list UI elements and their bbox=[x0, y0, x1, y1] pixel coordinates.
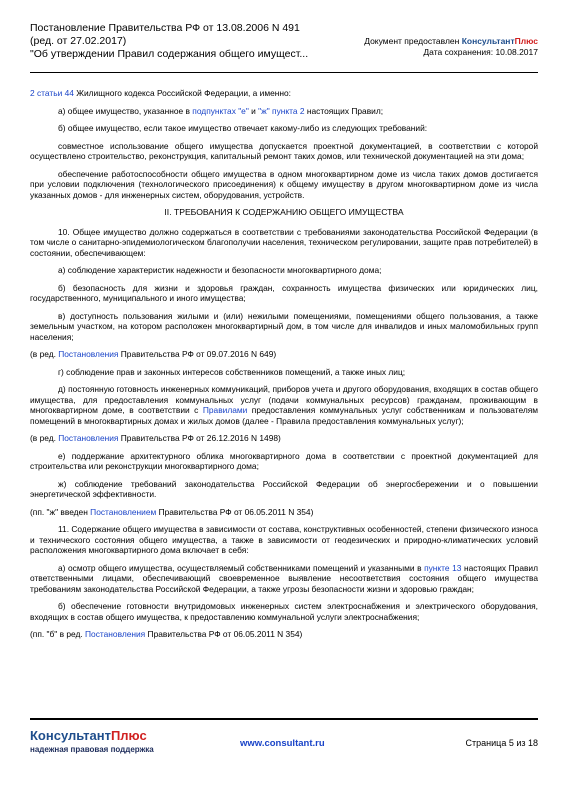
paragraph: е) поддержание архитектурного облика многоквартирного дома в соответствии с проектной документацией для строительства или реконструкции многоквартирного дома; bbox=[30, 450, 538, 471]
site-link[interactable]: www.consultant.ru bbox=[240, 738, 325, 749]
note-text: (пп. "б" в ред. bbox=[30, 629, 86, 639]
page-header bbox=[30, 22, 538, 66]
paragraph-text: настоящих Правил ответственными лицами, обеспечивающий своевременное выявление несоответствия состояния общего имущества требованиям законодательства Российской Федерации, а также угрозы безопасности жизни и здоровью граждан; bbox=[30, 562, 538, 594]
paragraph bbox=[30, 563, 538, 595]
paragraph-text: а) общее имущество, указанное в bbox=[58, 105, 193, 116]
title-line-1: Постановление Правительства РФ от 13.08.2006 N 491 bbox=[30, 22, 300, 34]
article-link[interactable]: 2 статьи 44 bbox=[30, 88, 74, 98]
page-counter: Страница 5 из 18 bbox=[465, 738, 538, 748]
paragraph-text: д) постоянную готовность инженерных коммуникаций, приборов учета и другого оборудования, входящих в состав общего имущества, для предоставления коммунальных услуг (подачи коммунальных ресурсов) гражданам, проживающим в многоквартирном доме, в соответствии с bbox=[30, 384, 538, 415]
note-text: (в ред. bbox=[30, 433, 59, 443]
paragraph bbox=[30, 88, 538, 99]
logo-consultant: Консультант bbox=[30, 728, 111, 743]
document-title bbox=[30, 22, 350, 61]
brand-consultant: Консультант bbox=[461, 36, 515, 46]
paragraph bbox=[30, 106, 538, 117]
document-body bbox=[30, 88, 538, 647]
save-date: Дата сохранения: 10.08.2017 bbox=[423, 47, 538, 57]
provider-info bbox=[364, 36, 538, 58]
paragraph-text: Жилищного кодекса Российской Федерации, а именно: bbox=[73, 88, 291, 98]
paragraph-text: настоящих Правил; bbox=[304, 105, 384, 116]
header-divider bbox=[30, 72, 538, 73]
paragraph: б) обеспечение готовности внутридомовых инженерных систем электроснабжения и электрического оборудования, входящих в состав общего имущества, к предоставлению коммунальной услуги электроснабжения; bbox=[30, 601, 538, 622]
note-text: Правительства РФ от 06.05.2011 N 354) bbox=[156, 506, 314, 517]
note-text: Правительства РФ от 09.07.2016 N 649) bbox=[118, 349, 277, 359]
paragraph: в) доступность пользования жилыми и (или) нежилыми помещениями, помещениями общего пользования, а также земельным участком, на котором расположен многоквартирный дом, в том числе для инвалидов и иных маломобильных групп населения; bbox=[30, 310, 538, 342]
logo-plus: Плюс bbox=[110, 728, 147, 743]
paragraph-text: предоставления коммунальных услуг собственникам и пользователям помещений в многоквартирных домах и жилых домов (далее - Правила предоставления коммунальных услуг); bbox=[30, 405, 539, 426]
note-text: Правительства РФ от 06.05.2011 N 354) bbox=[145, 629, 303, 639]
resolution-link[interactable]: Постановления bbox=[58, 349, 119, 359]
subitem-link-zh[interactable]: "ж" пункта 2 bbox=[258, 105, 305, 116]
paragraph: б) общее имущество, если такое имущество отвечает какому-либо из следующих требований: bbox=[58, 123, 428, 133]
consultant-logo bbox=[30, 728, 147, 743]
edition-note bbox=[30, 629, 538, 640]
paragraph: обеспечение работоспособности общего имущества в одном многоквартирном доме из числа таких домов достигается при условии подключения (технологического присоединения) к общему имуществу в другом многоквартирном доме из числа указанных домов - для инженерных систем, оборудования, устройств. bbox=[30, 168, 538, 200]
item-13-link[interactable]: пункте 13 bbox=[424, 562, 462, 573]
title-line-3: "Об утверждении Правил содержания общего имущест... bbox=[30, 48, 309, 60]
paragraph: а) соблюдение характеристик надежности и безопасности многоквартирного дома; bbox=[58, 265, 382, 275]
rules-link[interactable]: Правилами bbox=[202, 405, 248, 415]
footer-divider bbox=[30, 718, 538, 720]
paragraph: ж) соблюдение требований законодательства Российской Федерации об энергосбережении и о повышении энергетической эффективности. bbox=[30, 478, 538, 499]
edition-note bbox=[30, 433, 538, 444]
paragraph: 10. Общее имущество должно содержаться в соответствии с требованиями законодательства Российской Федерации (в том числе о санитарно-эпидемиологическом благополучии населения, техническом регулировании, защите прав потребителей) в состоянии, обеспечивающем: bbox=[30, 226, 538, 258]
logo-tagline: надежная правовая поддержка bbox=[30, 745, 154, 754]
resolution-link[interactable]: Постановления bbox=[85, 629, 146, 639]
subitem-link-e[interactable]: подпунктах "е" bbox=[192, 105, 249, 116]
brand-plus: Плюс bbox=[514, 36, 538, 46]
note-text: Правительства РФ от 26.12.2016 N 1498) bbox=[118, 433, 281, 443]
paragraph: 11. Содержание общего имущества в зависимости от состава, конструктивных особенностей, степени физического износа и технического состояния общего имущества, а также в зависимости от геодезических и природно-климатических условий расположения многоквартирного дома включает в себя: bbox=[30, 524, 538, 555]
title-line-2: (ред. от 27.02.2017) bbox=[30, 35, 127, 47]
resolution-link[interactable]: Постановления bbox=[58, 433, 119, 443]
note-text: (в ред. bbox=[30, 349, 59, 359]
page-footer bbox=[30, 728, 538, 768]
note-text: (пп. "ж" введен bbox=[30, 506, 91, 517]
paragraph: б) безопасность для жизни и здоровья граждан, сохранность имущества физических или юридических лиц, государственного, муниципального и иного имущества; bbox=[30, 282, 538, 303]
paragraph: г) соблюдение прав и законных интересов собственников помещений, а также иных лиц; bbox=[58, 366, 406, 377]
paragraph-text: и bbox=[248, 105, 259, 116]
edition-note bbox=[30, 507, 538, 518]
edition-note bbox=[30, 349, 538, 360]
resolution-link[interactable]: Постановлением bbox=[90, 506, 157, 517]
section-heading: II. ТРЕБОВАНИЯ К СОДЕРЖАНИЮ ОБЩЕГО ИМУЩЕСТВА bbox=[164, 207, 404, 217]
paragraph: совместное использование общего имущества допускается проектной документацией, в соответствии с которой осуществлено строительство, реконструкция, капитальный ремонт таких домов, или технической документацией на эти дома; bbox=[30, 140, 538, 161]
provider-prefix: Документ предоставлен bbox=[364, 36, 462, 46]
paragraph-text: а) осмотр общего имущества, осуществляемый собственниками помещений и указанными в bbox=[58, 562, 425, 573]
paragraph bbox=[30, 384, 538, 426]
